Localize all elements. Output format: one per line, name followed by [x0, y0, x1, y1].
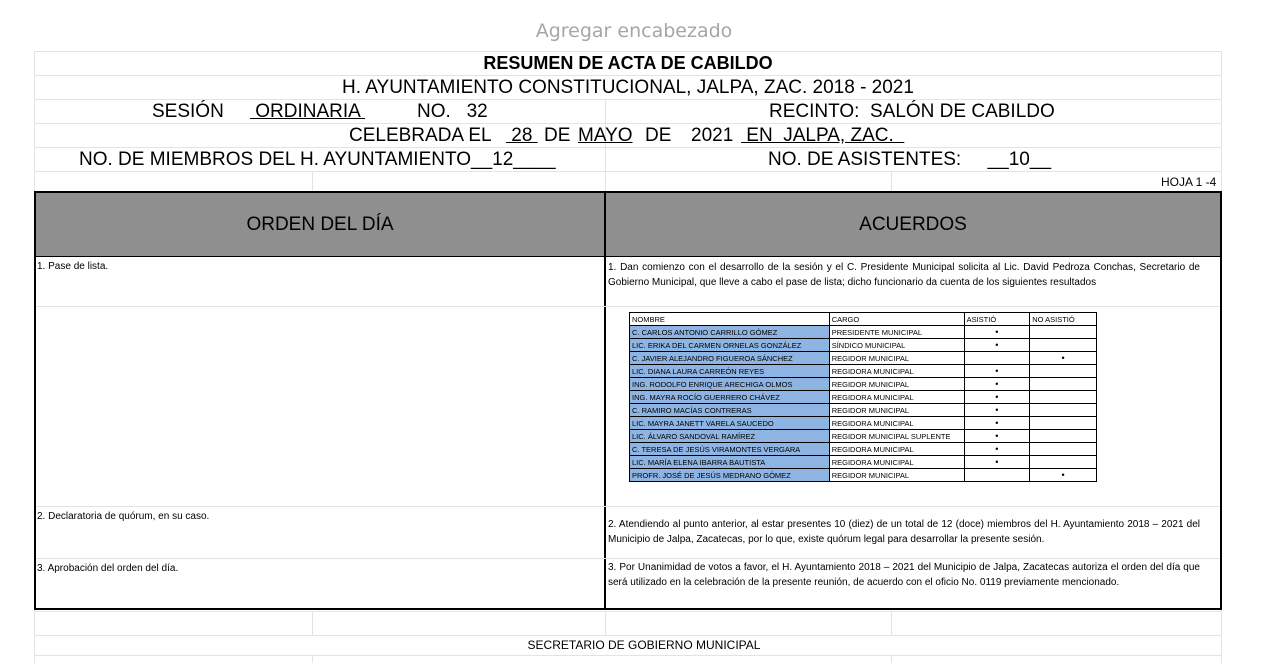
member-name: LIC. DIANA LAURA CARREÓN REYES	[630, 365, 830, 378]
table-row	[630, 378, 1097, 391]
table-border	[34, 608, 1222, 610]
member-name: ING. MAYRA ROCÍO GUERRERO CHÁVEZ	[630, 391, 830, 404]
agenda-column-header: ORDEN DEL DÍA	[246, 214, 394, 235]
table-row	[630, 404, 1097, 417]
attended-mark	[964, 352, 1030, 365]
row-line	[36, 506, 1220, 507]
member-name: LIC. MAYRA JANETT VARELA SAUCEDO	[630, 417, 830, 430]
agenda-item: 2. Declaratoria de quórum, en su caso.	[37, 511, 210, 522]
column-header: ASISTIÓ	[964, 313, 1030, 326]
table-row	[630, 443, 1097, 456]
table-row	[630, 430, 1097, 443]
member-name: LIC. MARÍA ELENA IBARRA BAUTISTA	[630, 456, 830, 469]
absent-mark	[1030, 365, 1097, 378]
member-name: C. CARLOS ANTONIO CARRILLO GÓMEZ	[630, 326, 830, 339]
document-title: RESUMEN DE ACTA DE CABILDO	[483, 53, 773, 73]
grid-line	[891, 611, 892, 635]
member-role: REGIDOR MUNICIPAL	[829, 378, 964, 391]
member-role: REGIDORA MUNICIPAL	[829, 391, 964, 404]
grid-line	[312, 171, 313, 191]
table-row	[630, 456, 1097, 469]
agenda-item: 1. Pase de lista.	[37, 261, 109, 272]
grid-row	[34, 655, 1222, 663]
table-border	[1220, 191, 1222, 610]
member-role: REGIDORA MUNICIPAL	[829, 365, 964, 378]
venue-label: RECINTO: SALÓN DE CABILDO	[769, 101, 1055, 122]
absent-mark	[1030, 339, 1097, 352]
celebrated-prefix: CELEBRADA EL	[349, 125, 492, 146]
member-role: REGIDORA MUNICIPAL	[829, 417, 964, 430]
session-number: NO. 32	[417, 101, 488, 122]
de-label: DE	[645, 125, 672, 146]
absent-mark: •	[1030, 469, 1097, 482]
header-placeholder[interactable]: Agregar encabezado	[535, 20, 733, 42]
session-place: EN JALPA, ZAC.	[741, 125, 905, 146]
grid-row	[34, 611, 1222, 635]
member-role: REGIDOR MUNICIPAL SUPLENTE	[829, 430, 964, 443]
absent-mark	[1030, 443, 1097, 456]
attended-mark: •	[964, 365, 1030, 378]
table-row	[630, 352, 1097, 365]
row-line	[36, 306, 1220, 307]
document-subtitle: H. AYUNTAMIENTO CONSTITUCIONAL, JALPA, ZAC. 2018 - 2021	[342, 77, 914, 98]
member-name: LIC. ERIKA DEL CARMEN ORNELAS GONZÁLEZ	[630, 339, 830, 352]
attended-mark: •	[964, 339, 1030, 352]
member-role: REGIDOR MUNICIPAL	[829, 469, 964, 482]
grid-line	[605, 611, 606, 635]
de-label: DE	[544, 125, 571, 146]
session-year: 2021	[691, 125, 734, 146]
attendees-count: NO. DE ASISTENTES: __10__	[768, 149, 1052, 170]
row-line	[36, 558, 1220, 559]
attendance-table	[629, 312, 1097, 482]
grid-line	[891, 655, 892, 663]
table-row	[630, 417, 1097, 430]
table-row	[630, 469, 1097, 482]
member-name: PROFR. JOSÉ DE JESÚS MEDRANO GÓMEZ	[630, 469, 830, 482]
table-row	[630, 326, 1097, 339]
member-role: PRESIDENTE MUNICIPAL	[829, 326, 964, 339]
attended-mark: •	[964, 456, 1030, 469]
absent-mark	[1030, 456, 1097, 469]
grid-row	[34, 171, 1222, 191]
agreement-text: 1. Dan comienzo con el desarrollo de la sesión y el C. Presidente Municipal solicita al Lic. David Pedroza Conchas, Secretario de Gobierno Municipal, que lleve a cabo el pase de lista; dicho funcionario da cuenta de los siguientes resultados	[608, 262, 1200, 288]
agenda-item: 3. Aprobación del orden del día.	[37, 563, 179, 574]
column-header: NOMBRE	[630, 313, 830, 326]
member-role: REGIDOR MUNICIPAL	[829, 404, 964, 417]
attended-mark: •	[964, 430, 1030, 443]
signature-label: SECRETARIO DE GOBIERNO MUNICIPAL	[527, 638, 761, 652]
member-name: C. JAVIER ALEJANDRO FIGUEROA SÁNCHEZ	[630, 352, 830, 365]
member-role: REGIDORA MUNICIPAL	[829, 456, 964, 469]
agreements-column-header: ACUERDOS	[859, 214, 967, 235]
member-name: ING. RODOLFO ENRIQUE ARECHIGA OLMOS	[630, 378, 830, 391]
session-month: MAYO	[578, 125, 633, 146]
session-type: ORDINARIA	[250, 101, 366, 122]
member-name: C. TERESA DE JESÚS VIRAMONTES VERGARA	[630, 443, 830, 456]
absent-mark	[1030, 417, 1097, 430]
grid-line	[312, 611, 313, 635]
absent-mark: •	[1030, 352, 1097, 365]
attended-mark: •	[964, 417, 1030, 430]
sheet-number: HOJA 1 -4	[1161, 175, 1217, 189]
absent-mark	[1030, 378, 1097, 391]
absent-mark	[1030, 391, 1097, 404]
attended-mark: •	[964, 378, 1030, 391]
agreement-text: 3. Por Unanimidad de votos a favor, el H. Ayuntamiento 2018 – 2021 del Municipio de Jalpa, Zacatecas autoriza el orden del día que será utilizado en la celebración de la presente reunión, de acuerdo con el oficio No. 0119 previamente mencionado.	[608, 562, 1200, 588]
table-row	[630, 339, 1097, 352]
absent-mark	[1030, 430, 1097, 443]
attended-mark: •	[964, 443, 1030, 456]
attended-mark: •	[964, 391, 1030, 404]
absent-mark	[1030, 404, 1097, 417]
attended-mark: •	[964, 404, 1030, 417]
member-name: LIC. ÁLVARO SANDOVAL RAMÍREZ	[630, 430, 830, 443]
grid-line	[312, 655, 313, 663]
session-label: SESIÓN	[152, 101, 224, 122]
column-header: CARGO	[829, 313, 964, 326]
agreement-text: 2. Atendiendo al punto anterior, al estar presentes 10 (diez) de un total de 12 (doce) miembros del H. Ayuntamiento 2018 – 2021 del Municipio de Jalpa, Zacatecas, por lo que, existe quórum legal para desarrollar la presente sesión.	[608, 519, 1200, 545]
table-row	[630, 391, 1097, 404]
member-role: REGIDORA MUNICIPAL	[829, 443, 964, 456]
attended-mark: •	[964, 326, 1030, 339]
member-role: SÍNDICO MUNICIPAL	[829, 339, 964, 352]
grid-line	[891, 171, 892, 191]
session-day: 28	[506, 125, 538, 146]
attended-mark	[964, 469, 1030, 482]
table-border	[36, 256, 1220, 257]
table-row	[630, 365, 1097, 378]
spreadsheet-sheet	[34, 51, 1222, 663]
attendance-header-row	[630, 313, 1097, 326]
column-header: NO ASISTIÓ	[1030, 313, 1097, 326]
absent-mark	[1030, 326, 1097, 339]
member-role: REGIDOR MUNICIPAL	[829, 352, 964, 365]
member-name: C. RAMIRO MACÍAS CONTRERAS	[630, 404, 830, 417]
members-count: NO. DE MIEMBROS DEL H. AYUNTAMIENTO__12____	[79, 149, 556, 170]
